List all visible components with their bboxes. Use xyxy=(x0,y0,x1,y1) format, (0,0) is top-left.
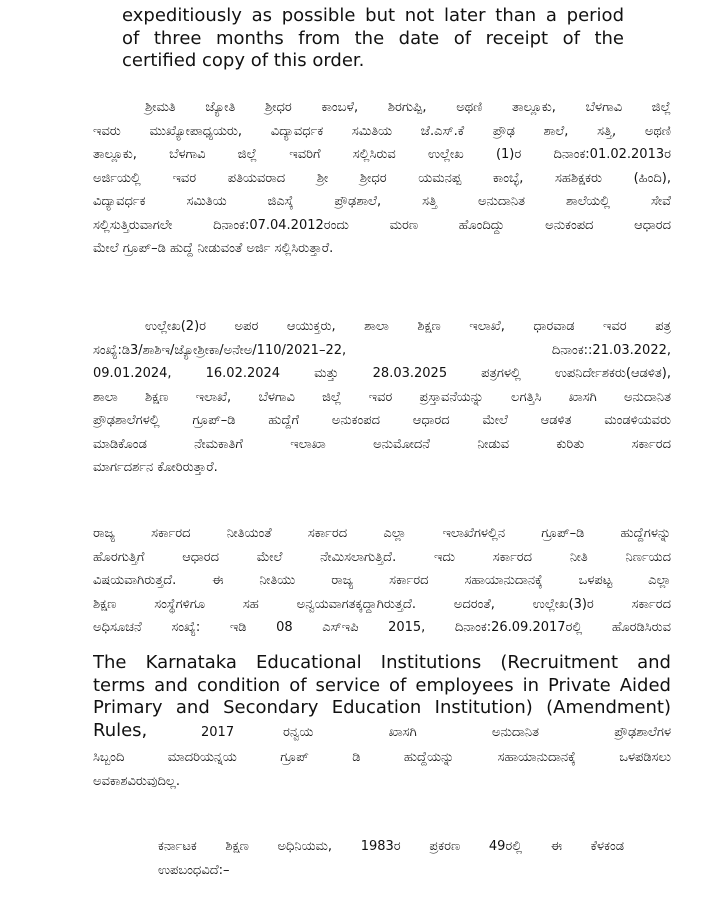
continuation-paragraph xyxy=(122,5,624,73)
rules-kannada: ರನ್ವಯ ಖಾಸಗಿ ಅನುದಾನಿತ ಪ್ರೌಢಶಾಲೆಗಳ xyxy=(283,725,671,740)
paragraph-line: ಅರ್ಜಿಯಲ್ಲಿ ಇವರ ಪತಿಯವರಾದ ಶ್ರೀ ಶ್ರೀಧರ ಯಮನಪ್ಪ ಕಾಂಬ್ಳೆ, ಸಹಶಿಕ್ಷಕರು (ಹಿಂದಿ), xyxy=(93,170,671,186)
rules-title-line: terms and condition of service of employees in Private Aided xyxy=(93,674,671,696)
paragraph-3 xyxy=(93,522,671,640)
rules-year: 2017 xyxy=(201,725,235,740)
paragraph-3-end xyxy=(93,746,671,793)
paragraph-line: ಉಪಬಂಧವಿದೆ:– xyxy=(158,862,230,878)
paragraph-line: 09.01.2024, 16.02.2024 ಮತ್ತು 28.03.2025 ಪತ್ರಗಳಲ್ಲಿ ಉಪನಿರ್ದೇಶಕರು(ಆಡಳಿತ), xyxy=(93,366,671,381)
paragraph-line: ಅಧಿಸೂಚನೆ ಸಂಖ್ಯೆ: ಇಡಿ 08 ಎಸ್ಇಪಿ 2015, ದಿನಾಂಕ:26.09.2017ರಲ್ಲಿ ಹೊರಡಿಸಿರುವ xyxy=(93,620,671,635)
paragraph-line: ತಾಲ್ಲೂಕು, ಬೆಳಗಾವಿ ಜಿಲ್ಲೆ ಇವರಿಗೆ ಸಲ್ಲಿಸಿರುವ ಉಲ್ಲೇಖ (1)ರ ದಿನಾಂಕ:01.02.2013ರ xyxy=(93,147,671,162)
paragraph-1 xyxy=(93,96,671,261)
paragraph-line: ಸಿಬ್ಬಂದಿ ಮಾದರಿಯನ್ನಯ ಗ್ರೂಪ್ ಡಿ ಹುದ್ದೆಯನ್ನು ಸಹಾಯಾನುದಾನಕ್ಕೆ ಒಳಪಡಿಸಲು xyxy=(93,750,671,765)
paragraph-line: ಅವಕಾಶವಿರುವುದಿಲ್ಲ. xyxy=(93,773,180,789)
rules-title-line: The Karnataka Educational Institutions (Recruitment and xyxy=(93,652,671,673)
rules-word: Rules, xyxy=(93,720,148,741)
paragraph-line: ಉಲ್ಲೇಖ(2)ರ ಅಪರ ಆಯುಕ್ತರು, ಶಾಲಾ ಶಿಕ್ಷಣ ಇಲಾಖೆ, ಧಾರವಾಡ ಇವರ ಪತ್ರ xyxy=(145,319,671,334)
paragraph-line: ಸಂಖ್ಯೆ:ಡಿ3/ಶಾಶಿಇ/ಜ್ಯೋಶ್ರೀಕಾ/ಅನೇಅ/110/2021–22, ದಿನಾಂಕ::21.03.2022, xyxy=(93,342,671,358)
paragraph-line: ಸಲ್ಲಿಸುತ್ತಿರುವಾಗಲೇ ದಿನಾಂಕ:07.04.2012ರಂದು ಮರಣ ಹೊಂದಿದ್ದು ಅನುಕಂಪದ ಆಧಾರದ xyxy=(93,217,671,233)
paragraph-line: ವಿದ್ಯಾವರ್ಧಕ ಸಮಿತಿಯ ಜಿಎಸ್ಕೆ ಪ್ರೌಢಶಾಲೆ, ಸತ್ತಿ ಅನುದಾನಿತ ಶಾಲೆಯಲ್ಲಿ ಸೇವೆ xyxy=(93,194,671,209)
paragraph-line: ಶಿಕ್ಷಣ ಸಂಸ್ಥೆಗಳಿಗೂ ಸಹ ಅನ್ವಯವಾಗತಕ್ಕದ್ದಾಗಿರುತ್ತದೆ. ಅದರಂತೆ, ಉಲ್ಲೇಖ(3)ರ ಸರ್ಕಾರದ xyxy=(93,596,671,612)
paragraph-2 xyxy=(93,315,671,480)
paragraph-line: ಮಾಡಿಕೊಂಡ ನೇಮಕಾತಿಗೆ ಇಲಾಖಾ ಅನುಮೋದನೆ ನೀಡುವ ಕುರಿತು ಸರ್ಕಾರದ xyxy=(93,436,671,452)
paragraph-line: ಕರ್ನಾಟಕ ಶಿಕ್ಷಣ ಅಧಿನಿಯಮ, 1983ರ ಪ್ರಕರಣ 49ರಲ್ಲಿ ಈ ಕೆಳಕಂಡ xyxy=(158,839,624,854)
paragraph-line: ಇವರು ಮುಖ್ಯೋಪಾಧ್ಯಯರು, ವಿದ್ಯಾವರ್ಧಕ ಸಮಿತಿಯ ಜೆ.ಎಸ್.ಕೆ ಪ್ರೌಢ ಶಾಲೆ, ಸತ್ತಿ, ಅಥಣಿ xyxy=(93,123,671,139)
rules-suffix-line xyxy=(93,720,671,744)
paragraph-line: ರಾಜ್ಯ ಸರ್ಕಾರದ ನೀತಿಯಂತೆ ಸರ್ಕಾರದ ಎಲ್ಲಾ ಇಲಾಖೆಗಳಲ್ಲಿನ ಗ್ರೂಪ್–ಡಿ ಹುದ್ದೆಗಳನ್ನು xyxy=(93,526,671,541)
paragraph-line: ಪ್ರೌಢಶಾಲೆಗಳಲ್ಲಿ ಗ್ರೂಪ್–ಡಿ ಹುದ್ದೆಗೆ ಅನುಕಂಪದ ಆಧಾರದ ಮೇಲೆ ಆಡಳಿತ ಮಂಡಳಿಯವರು xyxy=(93,413,671,428)
paragraph-4 xyxy=(158,835,624,882)
paragraph-line: ಮೇಲೆ ಗ್ರೂಪ್–ಡಿ ಹುದ್ದೆ ನೀಡುವಂತೆ ಅರ್ಜಿ ಸಲ್ಲಿಸಿರುತ್ತಾರೆ. xyxy=(93,241,334,256)
paragraph-line: ಶ್ರೀಮತಿ ಜ್ಯೋತಿ ಶ್ರೀಧರ ಕಾಂಬಳೆ, ಶಿರಗುಪ್ಪಿ, ಅಥಣಿ ತಾಲ್ಲೂಕು, ಬೆಳಗಾವಿ ಜಿಲ್ಲೆ xyxy=(145,100,671,115)
paragraph-line: ಹೊರಗುತ್ತಿಗೆ ಆಧಾರದ ಮೇಲೆ ನೇಮಿಸಲಾಗುತ್ತಿದೆ. ಇದು ಸರ್ಕಾರದ ನೀತಿ ನಿರ್ಣಯದ xyxy=(93,549,671,565)
paragraph-line: ಶಾಲಾ ಶಿಕ್ಷಣ ಇಲಾಖೆ, ಬೆಳಗಾವಿ ಜಿಲ್ಲೆ ಇವರ ಪ್ರಸ್ತಾವನೆಯನ್ನು ಲಗತ್ತಿಸಿ ಖಾಸಗಿ ಅನುದಾನಿತ xyxy=(93,389,671,405)
paragraph-line: ವಿಷಯವಾಗಿರುತ್ತದೆ. ಈ ನೀತಿಯು ರಾಜ್ಯ ಸರ್ಕಾರದ ಸಹಾಯಾನುದಾನಕ್ಕೆ ಒಳಪಟ್ಟ ಎಲ್ಲಾ xyxy=(93,573,671,588)
paragraph-line: ಮಾರ್ಗದರ್ಶನ ಕೋರಿರುತ್ತಾರೆ. xyxy=(93,460,218,475)
rules-title-line: Primary and Secondary Education Institution) (Amendment) xyxy=(93,697,671,718)
paragraph-line: of three months from the date of receipt of the xyxy=(122,27,624,49)
rules-title xyxy=(93,652,671,720)
paragraph-line: expeditiously as possible but not later than a period xyxy=(122,5,624,26)
paragraph-line: certified copy of this order. xyxy=(122,50,365,71)
